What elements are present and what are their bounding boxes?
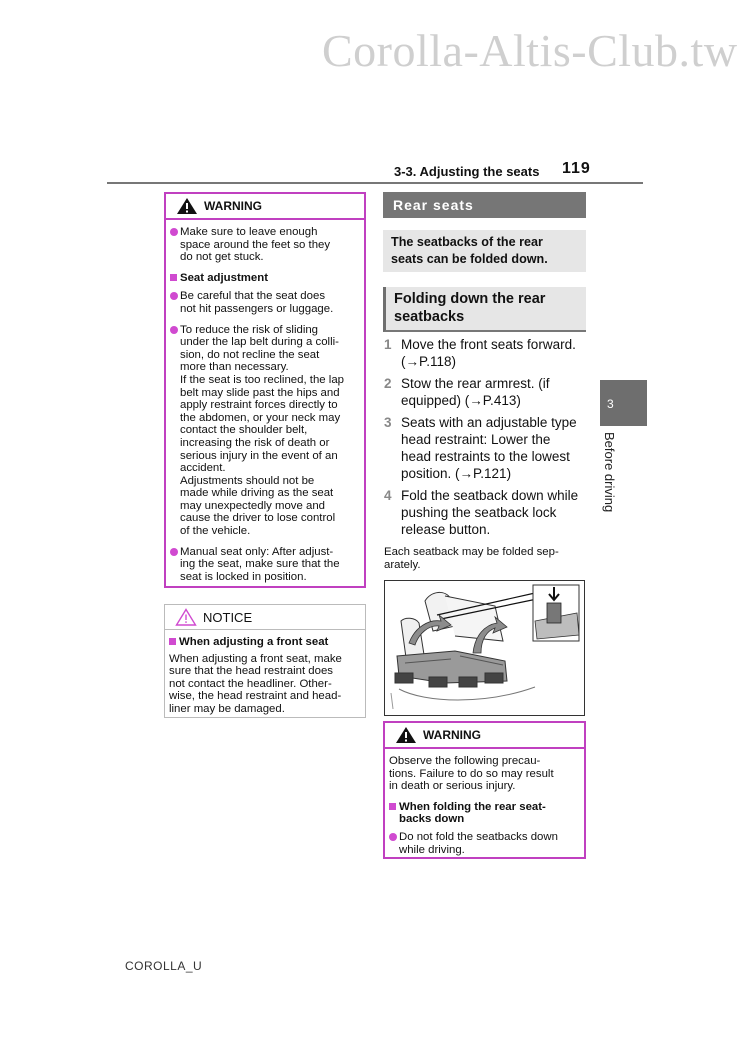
- warning-item: Make sure to leave enough space around the feet so they do not get stuck.: [170, 226, 358, 264]
- step-item: 2 Stow the rear armrest. (if equipped) (→P.413): [384, 376, 550, 408]
- header-rule: [107, 182, 643, 184]
- step-item: 4 Fold the seatback down while pushing the seatback lock release button.: [384, 488, 579, 537]
- bullet-icon: [170, 548, 178, 556]
- chapter-tab: [600, 380, 647, 426]
- watermark: Corolla-Altis-Club.tw: [322, 25, 738, 76]
- warning-title: WARNING: [423, 728, 481, 742]
- steps-list: [383, 336, 588, 543]
- square-bullet-icon: [169, 638, 176, 645]
- step-item: 3 Seats with an adjustable type head restraint: Lower the head restraints to the lowest position. (→P.121): [384, 415, 577, 481]
- footer-code: COROLLA_U: [125, 959, 203, 973]
- chapter-label: Before driving: [602, 432, 617, 513]
- fold-note: Each seatback may be folded sep- arately.: [384, 546, 559, 571]
- warning-intro: Observe the following precau- tions. Failure to do so may result in death or serious injury.: [389, 755, 554, 793]
- notice-subheading: When adjusting a front seat: [169, 636, 359, 649]
- warning-box-left: [164, 192, 366, 588]
- step-item: 1 Move the front seats forward. (→P.118): [384, 337, 576, 369]
- seat-fold-illustration: [384, 580, 585, 716]
- bullet-icon: [170, 326, 178, 334]
- warning-item: To reduce the risk of sliding under the lap belt during a colli- sion, do not recline the seat more than necessary. If the seat is too reclined, the lap belt may slide past the hips and apply restraint forces directly to the abdomen, or your neck may contact the shoulder belt, increasing the risk of death or serious injury in the event of an accident. Adjustments should not be made while driving as the seat may unexpectedly move and cause the driver to lose control of the vehicle.: [170, 324, 358, 538]
- rear-seats-heading: Rear seats: [383, 192, 586, 218]
- notice-box: [164, 604, 366, 718]
- folding-subheading: Folding down the rear seatbacks: [383, 287, 586, 332]
- page-number: 119: [562, 160, 591, 177]
- notice-header: [165, 605, 365, 630]
- warning-header: [385, 723, 584, 749]
- warning-item: Do not fold the seatbacks down while driving.: [389, 831, 578, 856]
- bullet-icon: [389, 833, 397, 841]
- square-bullet-icon: [170, 274, 177, 281]
- warning-item: Be careful that the seat does not hit passengers or luggage.: [170, 290, 358, 315]
- warning-icon: [395, 726, 417, 744]
- warning-header: [166, 194, 364, 220]
- square-bullet-icon: [389, 803, 396, 810]
- rear-seat-drawing: [385, 581, 584, 715]
- section-header: 3-3. Adjusting the seats: [394, 164, 540, 179]
- warning-title: WARNING: [204, 199, 262, 213]
- rear-seats-summary: The seatbacks of the rear seats can be folded down.: [383, 230, 586, 272]
- notice-text: When adjusting a front seat, make sure that the head restraint does not contact the headliner. Other- wise, the head restraint and head- liner may be damaged.: [169, 652, 342, 715]
- warning-subheading: When folding the rear seat- backs down: [389, 801, 578, 826]
- chapter-number: 3: [607, 397, 614, 411]
- notice-title: NOTICE: [203, 610, 253, 625]
- warning-icon: [176, 197, 198, 215]
- bullet-icon: [170, 228, 178, 236]
- warning-box-right: [383, 721, 586, 859]
- warning-subheading: Seat adjustment: [170, 272, 358, 285]
- warning-item: Manual seat only: After adjust- ing the seat, make sure that the seat is locked in position.: [170, 546, 358, 584]
- notice-icon: [175, 608, 197, 626]
- bullet-icon: [170, 292, 178, 300]
